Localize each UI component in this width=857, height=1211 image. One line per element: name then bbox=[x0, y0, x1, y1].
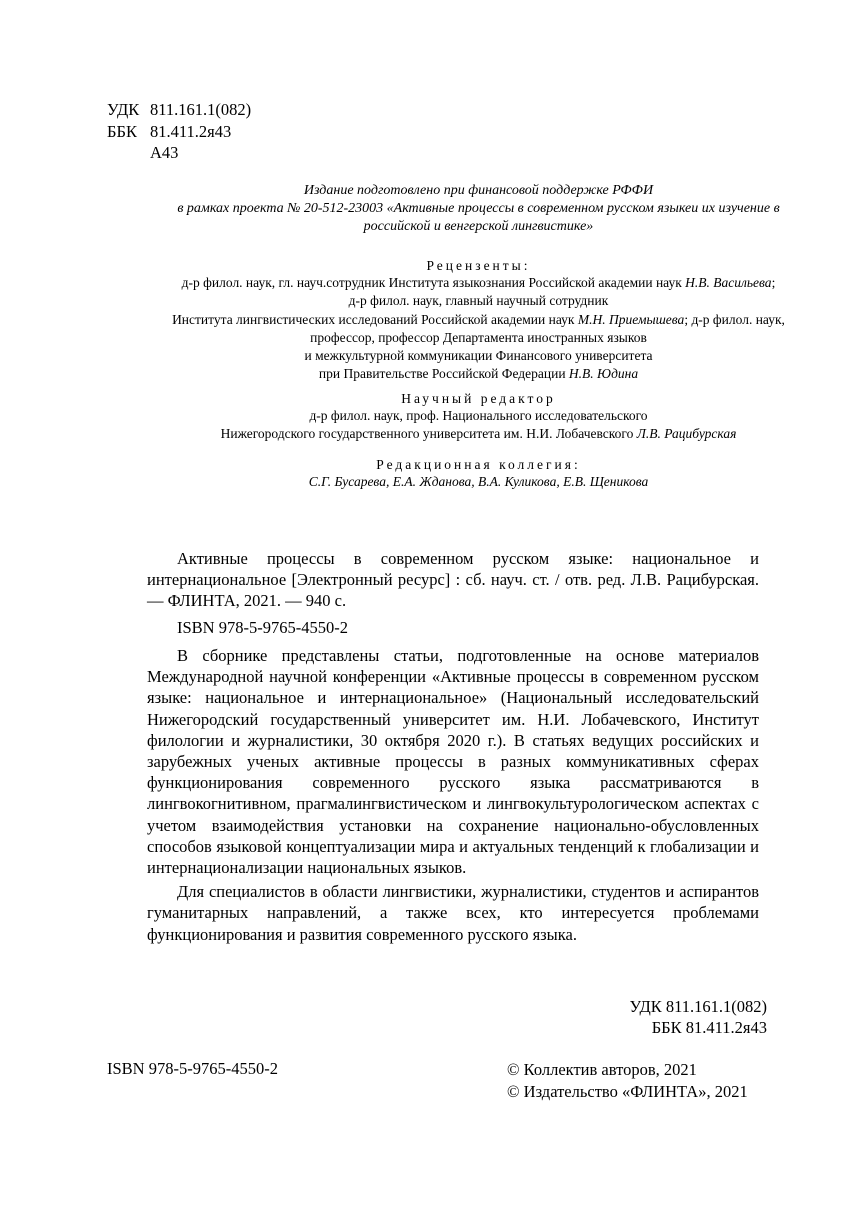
copyright-block bbox=[507, 1059, 748, 1102]
editor-affiliation: Нижегородского государственного университета им. Н.И. Лобачевского bbox=[220, 426, 637, 442]
reviewer-line-5: и межкультурной коммуникации Финансового университета bbox=[304, 348, 653, 364]
reviewer-line-4: профессор, профессор Департамента иностранных языков bbox=[310, 329, 647, 345]
reviewers-list bbox=[100, 274, 857, 384]
udk-value: 811.161.1(082) bbox=[150, 100, 252, 119]
reviewer-affiliation: ; д-р филол. наук, bbox=[684, 311, 785, 327]
editorial-board-section bbox=[100, 457, 857, 491]
author-mark: А43 bbox=[150, 143, 179, 162]
reviewer-affiliation: д-р филол. наук, гл. науч.сотрудник Института языкознания Российской академии наук bbox=[181, 275, 686, 290]
classification-block bbox=[107, 99, 251, 164]
editor-name: Л.В. Рацибурская bbox=[636, 426, 737, 442]
footer-bbk: ББК 81.411.2я43 bbox=[651, 1018, 767, 1037]
udk-row bbox=[107, 99, 251, 121]
editor-line-2 bbox=[100, 425, 857, 443]
editorial-board-names: С.Г. Бусарева, Е.А. Жданова, В.А. Куликова, Е.В. Щеникова bbox=[308, 474, 649, 489]
bbk-row bbox=[107, 121, 251, 143]
bibliographic-record bbox=[147, 548, 759, 612]
copyright-authors: © Коллектив авторов, 2021 bbox=[507, 1060, 697, 1079]
scientific-editor-section bbox=[100, 391, 857, 444]
bbk-value: 81.411.2я43 bbox=[150, 121, 232, 141]
reviewers-heading: Рецензенты: bbox=[426, 258, 531, 273]
copyright-publisher: © Издательство «ФЛИНТА», 2021 bbox=[507, 1081, 748, 1101]
annotation-paragraph-2: Для специалистов в области лингвистики, журналистики, студентов и аспирантов гуманитарных направлений, а также всех, кто интересуется проблемами функционирования и развития современного русского языка. bbox=[147, 882, 759, 944]
reviewer-affiliation: Института лингвистических исследований Российской академии наук bbox=[172, 311, 578, 327]
reviewer-name: Н.В. Васильева bbox=[685, 275, 772, 290]
reviewer-line-6 bbox=[100, 365, 857, 383]
funding-credit bbox=[100, 182, 857, 236]
scientific-editor-heading: Научный редактор bbox=[401, 391, 556, 406]
footer-classification bbox=[629, 996, 767, 1038]
annotation-paragraph-1: В сборнике представлены статьи, подготовленные на основе материалов Международной научной конференции «Активные процессы в современном русском языке: национальное и интернациональное» (Национальный исследовательский Нижегородский государственный университет им. Н.И. Лобачевского, Институт филологии и журналистики, 30 октября 2020 г.). В статьях ведущих российских и зарубежных ученых активные процессы в разных коммуникативных сферах функционирования современного русского языка рассматриваются в лингвокогнитивном, прагмалингвистическом и лингвокультурологическом аспектах с учетом взаимодействия установки на сохранение национально-обусловленных способов языковой концептуализации мира и актуальных тенденций к глобализации и интернационализации национальных языков. bbox=[147, 646, 759, 878]
credit-line-2: в рамках проекта № 20-512-23003 «Активные процессы в современном русском языкеи их изучение в bbox=[177, 201, 780, 216]
editorial-board-list bbox=[100, 473, 857, 491]
annotation bbox=[147, 645, 759, 945]
reviewer-name: М.Н. Приемышева bbox=[577, 311, 685, 327]
udk-label: УДК bbox=[107, 100, 140, 119]
editorial-board-heading: Редакционная коллегия: bbox=[376, 457, 581, 472]
bibliographic-record-text: Активные процессы в современном русском языке: национальное и интернациональное [Электронный ресурс] : сб. науч. ст. / отв. ред. Л.В. Рацибурская. — ФЛИНТА, 2021. — 940 с. bbox=[147, 549, 759, 611]
isbn-line: ISBN 978-5-9765-4550-2 bbox=[177, 618, 348, 637]
reviewer-name: Н.В. Юдина bbox=[568, 366, 639, 382]
credit-line-1: Издание подготовлено при финансовой поддержке РФФИ bbox=[303, 183, 654, 198]
reviewer-line-3 bbox=[100, 311, 857, 329]
credit-line-3: российской и венгерской лингвистике» bbox=[363, 219, 594, 234]
bbk-label: ББК bbox=[107, 121, 137, 141]
scientific-editor-info bbox=[100, 407, 857, 444]
reviewer-line-2: д-р филол. наук, главный научный сотрудник bbox=[348, 293, 609, 309]
footer-isbn: ISBN 978-5-9765-4550-2 bbox=[107, 1059, 278, 1078]
footer-udk: УДК 811.161.1(082) bbox=[629, 997, 767, 1016]
editor-line-1: д-р филол. наук, проф. Национального исследовательского bbox=[309, 408, 648, 423]
reviewer-line-1 bbox=[100, 274, 857, 292]
reviewers-section bbox=[100, 258, 857, 384]
punct: ; bbox=[771, 275, 776, 290]
reviewer-affiliation: при Правительстве Российской Федерации bbox=[318, 366, 569, 382]
